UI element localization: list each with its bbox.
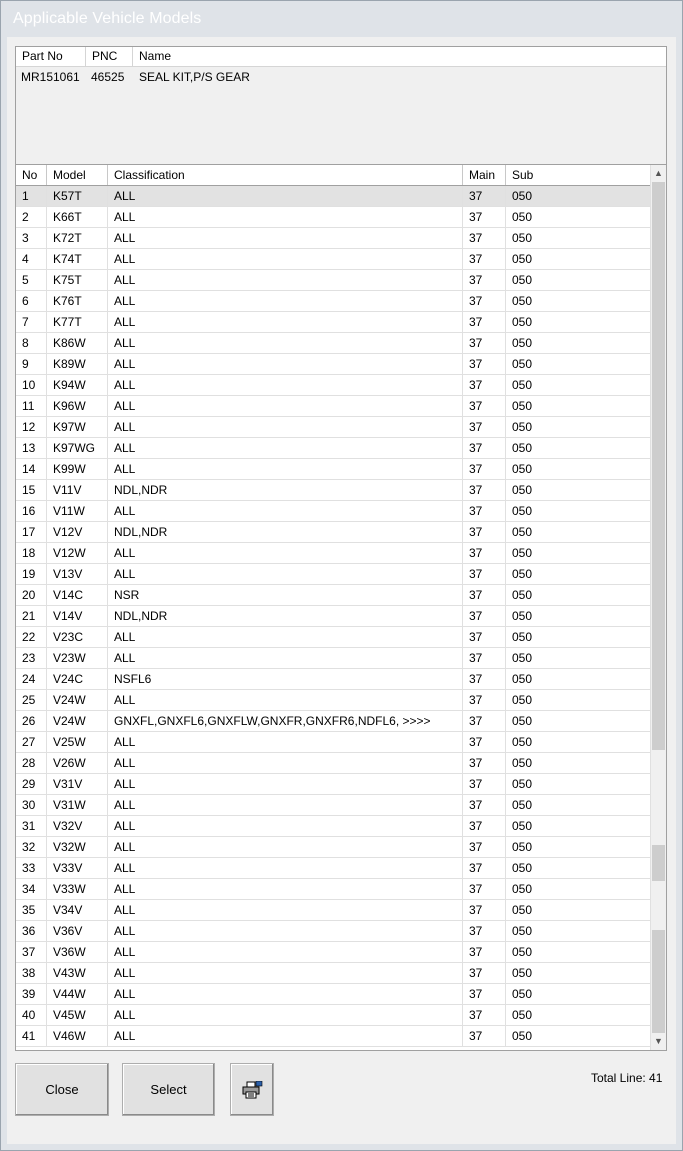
scrollbar-segment	[652, 845, 665, 881]
cell-sub: 050	[512, 567, 533, 581]
cell-no: 4	[16, 249, 47, 269]
cell-main: 37	[463, 249, 506, 269]
cell-sub: 050	[512, 966, 533, 980]
cell-classification: ALL	[108, 648, 463, 668]
cell-main: 37	[463, 837, 506, 857]
cell-classification: ALL	[108, 501, 463, 521]
cell-no: 9	[16, 354, 47, 374]
cell-no: 34	[16, 879, 47, 899]
cell-sub: 050	[512, 294, 533, 308]
table-row[interactable]	[16, 375, 651, 396]
cell-classification: ALL	[108, 816, 463, 836]
cell-sub: 050	[512, 693, 533, 707]
header-name[interactable]: Name	[139, 49, 172, 63]
cell-classification: ALL	[108, 879, 463, 899]
cell-main: 37	[463, 774, 506, 794]
cell-model: V44W	[47, 984, 108, 1004]
cell-classification: ALL	[108, 396, 463, 416]
part-name-value: SEAL KIT,P/S GEAR	[139, 70, 250, 84]
cell-sub: 050	[512, 336, 533, 350]
cell-classification: ALL	[108, 228, 463, 248]
cell-no: 35	[16, 900, 47, 920]
cell-main: 37	[463, 648, 506, 668]
cell-sub: 050	[512, 1029, 533, 1043]
table-row[interactable]	[16, 942, 651, 963]
cell-no: 7	[16, 312, 47, 332]
cell-sub: 050	[512, 462, 533, 476]
cell-model: V31V	[47, 774, 108, 794]
cell-main: 37	[463, 522, 506, 542]
cell-model: V46W	[47, 1026, 108, 1046]
table-row[interactable]	[16, 1026, 651, 1047]
cell-main: 37	[463, 186, 506, 206]
cell-sub: 050	[512, 273, 533, 287]
print-button[interactable]	[230, 1063, 274, 1116]
cell-model: K89W	[47, 354, 108, 374]
cell-model: K94W	[47, 375, 108, 395]
table-row[interactable]	[16, 480, 651, 501]
cell-main: 37	[463, 816, 506, 836]
cell-no: 40	[16, 1005, 47, 1025]
cell-sub: 050	[512, 756, 533, 770]
cell-no: 19	[16, 564, 47, 584]
table-row[interactable]	[16, 396, 651, 417]
cell-model: V33V	[47, 858, 108, 878]
cell-classification: ALL	[108, 438, 463, 458]
cell-main: 37	[463, 606, 506, 626]
table-row[interactable]	[16, 438, 651, 459]
cell-main: 37	[463, 942, 506, 962]
cell-no: 39	[16, 984, 47, 1004]
cell-no: 26	[16, 711, 47, 731]
table-row[interactable]	[16, 1005, 651, 1026]
cell-classification: ALL	[108, 858, 463, 878]
table-row[interactable]	[16, 228, 651, 249]
table-row[interactable]	[16, 753, 651, 774]
cell-main: 37	[463, 858, 506, 878]
cell-classification: ALL	[108, 417, 463, 437]
cell-no: 10	[16, 375, 47, 395]
cell-classification: ALL	[108, 774, 463, 794]
cell-no: 38	[16, 963, 47, 983]
cell-main: 37	[463, 354, 506, 374]
table-row[interactable]	[16, 270, 651, 291]
cell-sub: 050	[512, 672, 533, 686]
cell-main: 37	[463, 1005, 506, 1025]
cell-main: 37	[463, 921, 506, 941]
cell-model: K86W	[47, 333, 108, 353]
cell-classification: GNXFL,GNXFL6,GNXFLW,GNXFR,GNXFR6,NDFL6, >>>>	[108, 711, 463, 731]
table-row[interactable]	[16, 543, 651, 564]
cell-classification: ALL	[108, 207, 463, 227]
cell-sub: 050	[512, 861, 533, 875]
scrollbar-segment	[652, 930, 665, 1033]
cell-model: K99W	[47, 459, 108, 479]
cell-sub: 050	[512, 735, 533, 749]
cell-main: 37	[463, 375, 506, 395]
cell-sub: 050	[512, 504, 533, 518]
cell-model: K72T	[47, 228, 108, 248]
cell-classification: ALL	[108, 627, 463, 647]
scroll-down-icon[interactable]: ▼	[654, 1036, 663, 1046]
cell-sub: 050	[512, 798, 533, 812]
cell-no: 15	[16, 480, 47, 500]
table-row[interactable]	[16, 564, 651, 585]
table-row[interactable]	[16, 816, 651, 837]
cell-no: 31	[16, 816, 47, 836]
cell-sub: 050	[512, 441, 533, 455]
cell-main: 37	[463, 480, 506, 500]
table-row[interactable]	[16, 417, 651, 438]
cell-classification: ALL	[108, 795, 463, 815]
cell-sub: 050	[512, 840, 533, 854]
cell-sub: 050	[512, 882, 533, 896]
cell-model: V13V	[47, 564, 108, 584]
table-row[interactable]	[16, 522, 651, 543]
cell-model: V36V	[47, 921, 108, 941]
table-row[interactable]	[16, 627, 651, 648]
table-row[interactable]	[16, 186, 651, 207]
cell-no: 13	[16, 438, 47, 458]
cell-sub: 050	[512, 252, 533, 266]
cell-sub: 050	[512, 189, 533, 203]
cell-classification: ALL	[108, 564, 463, 584]
cell-classification: ALL	[108, 690, 463, 710]
cell-main: 37	[463, 1026, 506, 1046]
cell-sub: 050	[512, 945, 533, 959]
table-row[interactable]	[16, 732, 651, 753]
cell-sub: 050	[512, 588, 533, 602]
cell-sub: 050	[512, 210, 533, 224]
cell-model: K57T	[47, 186, 108, 206]
cell-main: 37	[463, 984, 506, 1004]
cell-main: 37	[463, 459, 506, 479]
cell-sub: 050	[512, 546, 533, 560]
grid-header	[16, 165, 651, 186]
table-row[interactable]	[16, 354, 651, 375]
cell-main: 37	[463, 333, 506, 353]
table-row[interactable]	[16, 606, 651, 627]
printer-icon	[241, 1081, 263, 1099]
col-header-sub[interactable]: Sub	[512, 168, 534, 182]
cell-main: 37	[463, 879, 506, 899]
cell-classification: ALL	[108, 753, 463, 773]
header-part-no[interactable]: Part No	[16, 47, 86, 66]
cell-main: 37	[463, 753, 506, 773]
grid-rows	[16, 186, 651, 1047]
cell-no: 20	[16, 585, 47, 605]
cell-model: K76T	[47, 291, 108, 311]
cell-model: K96W	[47, 396, 108, 416]
table-row[interactable]	[16, 774, 651, 795]
part-info-panel	[15, 46, 667, 166]
cell-main: 37	[463, 732, 506, 752]
table-row[interactable]	[16, 291, 651, 312]
cell-sub: 050	[512, 1008, 533, 1022]
cell-main: 37	[463, 627, 506, 647]
cell-no: 17	[16, 522, 47, 542]
table-row[interactable]	[16, 648, 651, 669]
table-row[interactable]	[16, 669, 651, 690]
scrollbar-thumb[interactable]	[652, 182, 665, 750]
cell-classification: ALL	[108, 543, 463, 563]
table-row[interactable]	[16, 858, 651, 879]
cell-no: 16	[16, 501, 47, 521]
cell-no: 2	[16, 207, 47, 227]
scroll-up-icon[interactable]: ▲	[654, 168, 663, 178]
cell-classification: NDL,NDR	[108, 522, 463, 542]
cell-classification: ALL	[108, 291, 463, 311]
cell-model: V24C	[47, 669, 108, 689]
cell-classification: ALL	[108, 333, 463, 353]
cell-model: V14C	[47, 585, 108, 605]
cell-classification: ALL	[108, 963, 463, 983]
cell-main: 37	[463, 795, 506, 815]
total-line-label: Total Line: 41	[591, 1071, 663, 1085]
cell-no: 41	[16, 1026, 47, 1046]
table-row[interactable]	[16, 963, 651, 984]
cell-main: 37	[463, 291, 506, 311]
cell-sub: 050	[512, 651, 533, 665]
cell-classification: ALL	[108, 837, 463, 857]
cell-classification: ALL	[108, 249, 463, 269]
cell-model: K97WG	[47, 438, 108, 458]
cell-model: V31W	[47, 795, 108, 815]
cell-classification: ALL	[108, 732, 463, 752]
cell-no: 27	[16, 732, 47, 752]
cell-model: V43W	[47, 963, 108, 983]
cell-main: 37	[463, 963, 506, 983]
table-row[interactable]	[16, 795, 651, 816]
cell-classification: ALL	[108, 270, 463, 290]
cell-classification: ALL	[108, 375, 463, 395]
cell-no: 12	[16, 417, 47, 437]
cell-classification: ALL	[108, 1026, 463, 1046]
cell-no: 25	[16, 690, 47, 710]
cell-sub: 050	[512, 777, 533, 791]
cell-model: V26W	[47, 753, 108, 773]
col-header-classification[interactable]: Classification	[108, 165, 463, 185]
cell-main: 37	[463, 228, 506, 248]
cell-model: K75T	[47, 270, 108, 290]
cell-sub: 050	[512, 609, 533, 623]
models-grid	[15, 164, 667, 1051]
cell-classification: ALL	[108, 900, 463, 920]
vertical-scrollbar[interactable]	[650, 165, 666, 1050]
cell-main: 37	[463, 690, 506, 710]
table-row[interactable]	[16, 900, 651, 921]
cell-model: V25W	[47, 732, 108, 752]
part-no-value: MR151061	[21, 70, 80, 84]
cell-no: 24	[16, 669, 47, 689]
table-row[interactable]	[16, 459, 651, 480]
cell-no: 32	[16, 837, 47, 857]
cell-main: 37	[463, 543, 506, 563]
cell-sub: 050	[512, 525, 533, 539]
cell-model: V24W	[47, 690, 108, 710]
cell-sub: 050	[512, 483, 533, 497]
cell-sub: 050	[512, 630, 533, 644]
cell-no: 3	[16, 228, 47, 248]
cell-classification: ALL	[108, 186, 463, 206]
cell-sub: 050	[512, 714, 533, 728]
cell-no: 37	[16, 942, 47, 962]
cell-model: K66T	[47, 207, 108, 227]
cell-main: 37	[463, 312, 506, 332]
cell-sub: 050	[512, 903, 533, 917]
table-row[interactable]	[16, 711, 651, 732]
dialog-client	[7, 37, 676, 1144]
cell-model: V12W	[47, 543, 108, 563]
cell-sub: 050	[512, 231, 533, 245]
col-header-model[interactable]: Model	[47, 165, 108, 185]
cell-main: 37	[463, 438, 506, 458]
cell-no: 8	[16, 333, 47, 353]
cell-no: 22	[16, 627, 47, 647]
table-row[interactable]	[16, 984, 651, 1005]
cell-classification: ALL	[108, 1005, 463, 1025]
cell-sub: 050	[512, 378, 533, 392]
cell-no: 28	[16, 753, 47, 773]
cell-model: V36W	[47, 942, 108, 962]
cell-classification: NDL,NDR	[108, 480, 463, 500]
cell-sub: 050	[512, 819, 533, 833]
cell-classification: ALL	[108, 312, 463, 332]
cell-model: V33W	[47, 879, 108, 899]
cell-no: 18	[16, 543, 47, 563]
cell-sub: 050	[512, 987, 533, 1001]
pnc-value: 46525	[91, 70, 125, 84]
header-pnc[interactable]: PNC	[86, 47, 133, 66]
cell-classification: NDL,NDR	[108, 606, 463, 626]
table-row[interactable]	[16, 249, 651, 270]
cell-sub: 050	[512, 924, 533, 938]
cell-no: 30	[16, 795, 47, 815]
col-header-no[interactable]: No	[16, 165, 47, 185]
cell-main: 37	[463, 207, 506, 227]
cell-no: 21	[16, 606, 47, 626]
cell-main: 37	[463, 900, 506, 920]
cell-model: V34V	[47, 900, 108, 920]
cell-model: V11V	[47, 480, 108, 500]
table-row[interactable]	[16, 585, 651, 606]
cell-classification: NSFL6	[108, 669, 463, 689]
cell-model: V23W	[47, 648, 108, 668]
cell-no: 11	[16, 396, 47, 416]
cell-sub: 050	[512, 399, 533, 413]
cell-model: K74T	[47, 249, 108, 269]
cell-no: 6	[16, 291, 47, 311]
cell-model: V24W	[47, 711, 108, 731]
cell-no: 14	[16, 459, 47, 479]
cell-main: 37	[463, 585, 506, 605]
part-header	[16, 47, 666, 67]
window-title: Applicable Vehicle Models	[13, 10, 202, 27]
cell-sub: 050	[512, 357, 533, 371]
cell-no: 36	[16, 921, 47, 941]
table-row[interactable]	[16, 501, 651, 522]
table-row[interactable]	[16, 879, 651, 900]
cell-main: 37	[463, 564, 506, 584]
table-row[interactable]	[16, 207, 651, 228]
cell-no: 1	[16, 186, 47, 206]
cell-model: V32V	[47, 816, 108, 836]
cell-classification: ALL	[108, 984, 463, 1004]
table-row[interactable]	[16, 312, 651, 333]
cell-model: K97W	[47, 417, 108, 437]
cell-no: 23	[16, 648, 47, 668]
title-bar[interactable]	[1, 1, 682, 37]
cell-model: V11W	[47, 501, 108, 521]
cell-classification: ALL	[108, 459, 463, 479]
cell-model: V32W	[47, 837, 108, 857]
cell-main: 37	[463, 711, 506, 731]
cell-main: 37	[463, 396, 506, 416]
cell-classification: ALL	[108, 942, 463, 962]
cell-classification: NSR	[108, 585, 463, 605]
table-row[interactable]	[16, 333, 651, 354]
cell-classification: ALL	[108, 921, 463, 941]
cell-main: 37	[463, 669, 506, 689]
cell-main: 37	[463, 270, 506, 290]
cell-model: V12V	[47, 522, 108, 542]
cell-main: 37	[463, 417, 506, 437]
cell-model: V45W	[47, 1005, 108, 1025]
cell-model: V23C	[47, 627, 108, 647]
col-header-main[interactable]: Main	[463, 165, 506, 185]
cell-model: V14V	[47, 606, 108, 626]
select-button[interactable]: Select	[122, 1063, 215, 1116]
table-row[interactable]	[16, 921, 651, 942]
cell-sub: 050	[512, 315, 533, 329]
table-row[interactable]	[16, 837, 651, 858]
cell-main: 37	[463, 501, 506, 521]
cell-model: K77T	[47, 312, 108, 332]
cell-no: 29	[16, 774, 47, 794]
cell-sub: 050	[512, 420, 533, 434]
table-row[interactable]	[16, 690, 651, 711]
close-button[interactable]: Close	[15, 1063, 109, 1116]
cell-no: 5	[16, 270, 47, 290]
cell-no: 33	[16, 858, 47, 878]
cell-classification: ALL	[108, 354, 463, 374]
